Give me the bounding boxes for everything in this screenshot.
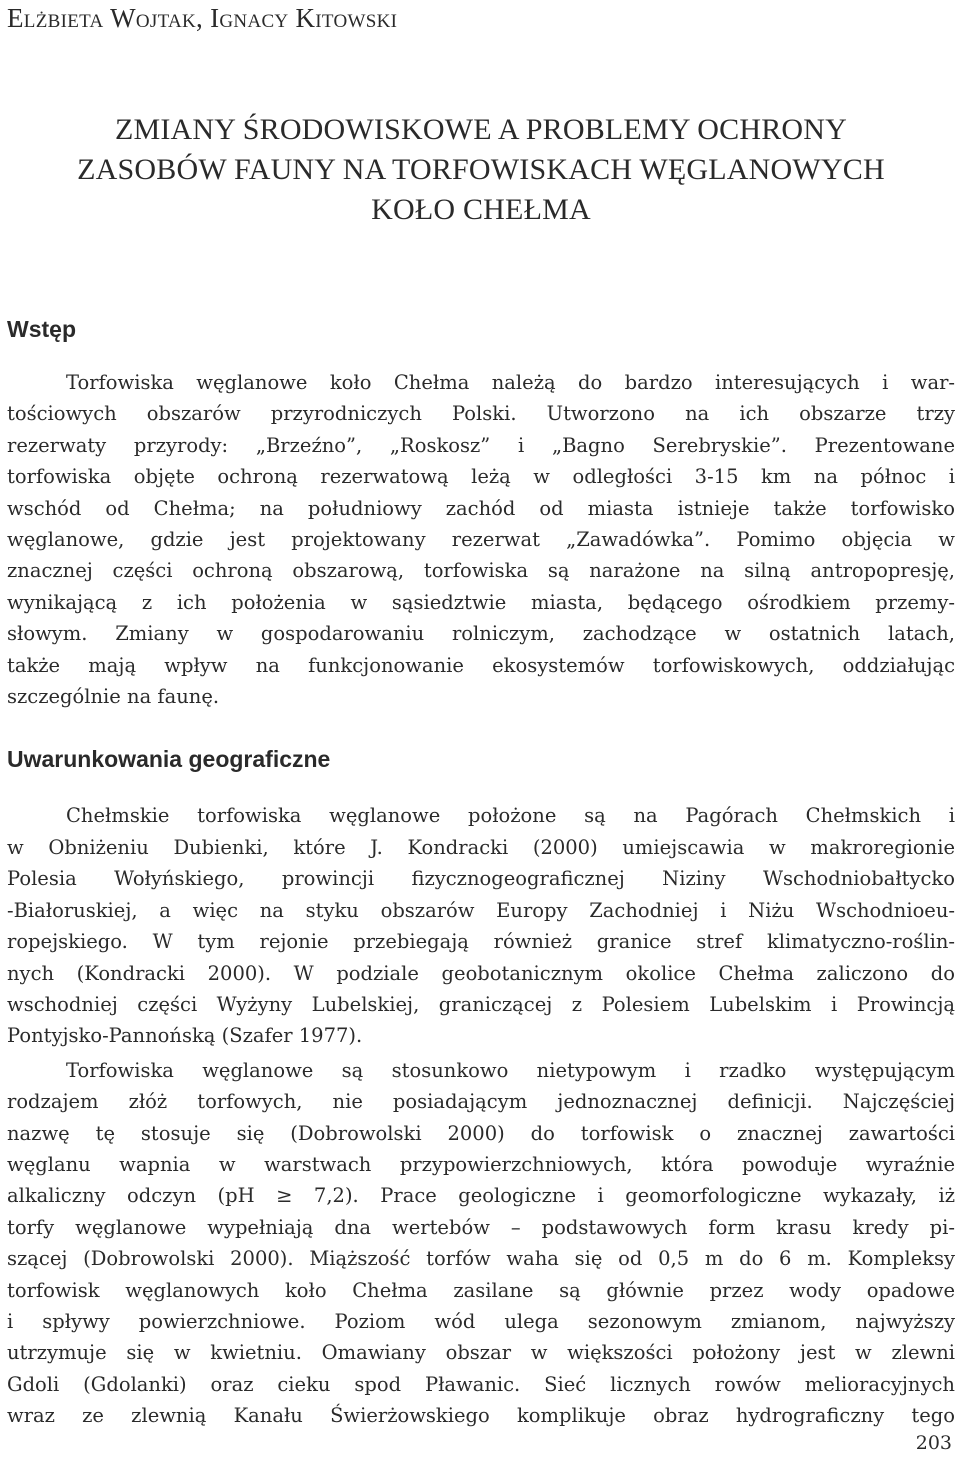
page bbox=[7, 0, 955, 1432]
paragraph-intro bbox=[7, 367, 955, 712]
text-line: wynikającą z ich położenia w sąsiedztwie miasta, będącego ośrodkiem przemy- bbox=[7, 590, 955, 614]
text-line: Torfowiska węglanowe koło Chełma należą do bardzo interesujących i war- bbox=[66, 371, 955, 394]
section-heading-geography: Uwarunkowania geograficzne bbox=[7, 746, 331, 773]
section-heading-intro: Wstęp bbox=[7, 316, 76, 342]
text-line: znacznej części ochroną obszarową, torfowiska są narażone na silną antropopresję, bbox=[7, 559, 955, 583]
text-line: wraz ze zlewnią Kanału Świerżowskiego komplikuje obraz hydrograficzny tego bbox=[7, 1404, 955, 1428]
text-line: Chełmskie torfowiska węglanowe położone są na Pagórach Chełmskich i bbox=[66, 804, 955, 828]
text-line: torfowiska objęte ochroną rezerwatową leżą w odległości 3-15 km na północ i bbox=[7, 465, 955, 489]
page-number: 203 bbox=[915, 1432, 952, 1454]
text-line: także mają wpływ na funkcjonowanie ekosystemów torfowiskowych, oddziałując bbox=[7, 653, 955, 677]
text-line: utrzymuje się w kwietniu. Omawiany obszar w większości położony jest w zlewni bbox=[7, 1341, 955, 1365]
title-line: ZMIANY ŚRODOWISKOWE A PROBLEMY OCHRONY bbox=[114, 113, 848, 146]
text-line: torfowisk węglanowych koło Chełma zasilane są głównie przez wody opadowe bbox=[7, 1278, 955, 1302]
title-line: KOŁO CHEŁMA bbox=[371, 193, 591, 226]
title-line: ZASOBÓW FAUNY NA TORFOWISKACH WĘGLANOWYCH bbox=[77, 153, 885, 186]
text-line: -Białoruskiej, a więc na styku obszarów Europy Zachodniej i Niżu Wschodnioeu- bbox=[7, 898, 955, 922]
paragraph-geography-2 bbox=[7, 1055, 955, 1432]
text-line: Pontyjsko-Pannońską (Szafer 1977). bbox=[7, 1024, 363, 1048]
text-line: nych (Kondracki 2000). W podziale geobotanicznym okolice Chełma zaliczono do bbox=[7, 961, 955, 985]
text-line: tościowych obszarów przyrodniczych Polski. Utworzono na ich obszarze trzy bbox=[7, 402, 955, 426]
text-line: wschód od Chełma; na południowy zachód od miasta istnieje także torfowisko bbox=[7, 496, 955, 520]
text-line: wschodniej części Wyżyny Lubelskiej, graniczącej z Polesiem Lubelskim i Prowincją bbox=[7, 992, 955, 1016]
article-title bbox=[7, 110, 955, 230]
text-line: słowym. Zmiany w gospodarowaniu rolniczym, zachodzące w ostatnich latach, bbox=[7, 622, 955, 646]
text-line: nazwę tę stosuje się (Dobrowolski 2000) do torfowisk o znacznej zawartości bbox=[7, 1121, 955, 1145]
text-line: Polesia Wołyńskiego, prowincji fizycznogeograficznej Niziny Wschodniobałtycko bbox=[7, 867, 955, 891]
text-line: ropejskiego. W tym rejonie przebiegają również granice stref klimatyczno-roślin- bbox=[7, 930, 955, 954]
text-line: i spływy powierzchniowe. Poziom wód ulega sezonowym zmianom, najwyższy bbox=[7, 1309, 955, 1333]
authors-line: Elżbieta Wojtak, Ignacy Kitowski bbox=[7, 3, 398, 33]
text-line: Torfowiska węglanowe są stosunkowo nietypowym i rzadko występującym bbox=[66, 1058, 955, 1082]
text-line: Gdoli (Gdolanki) oraz cieku spod Pławanic. Sieć licznych rowów melioracyjnych bbox=[7, 1372, 955, 1396]
text-line: w Obniżeniu Dubienki, które J. Kondracki (2000) umiejscawia w makroregionie bbox=[7, 835, 955, 859]
text-line: torfy węglanowe wypełniają dna wertebów – podstawowych form krasu kredy pi- bbox=[7, 1215, 955, 1239]
text-line: alkaliczny odczyn (pH ≥ 7,2). Prace geologiczne i geomorfologiczne wykazały, iż bbox=[7, 1184, 955, 1208]
text-line: rodzajem złóż torfowych, nie posiadającym jednoznacznej definicji. Najczęściej bbox=[7, 1090, 955, 1114]
text-line: węglanowe, gdzie jest projektowany rezerwat „Zawadówka”. Pomimo objęcia w bbox=[7, 528, 955, 552]
text-line: szącej (Dobrowolski 2000). Miąższość torfów waha się od 0,5 m do 6 m. Kompleksy bbox=[7, 1247, 955, 1271]
paragraph-geography-1 bbox=[7, 800, 955, 1051]
text-line: szczególnie na faunę. bbox=[7, 685, 220, 709]
text-line: węglanu wapnia w warstwach przypowierzchniowych, która powoduje wyraźnie bbox=[7, 1152, 955, 1176]
text-line: rezerwaty przyrody: „Brzeźno”, „Roskosz” i „Bagno Serebryskie”. Prezentowane bbox=[7, 433, 955, 457]
